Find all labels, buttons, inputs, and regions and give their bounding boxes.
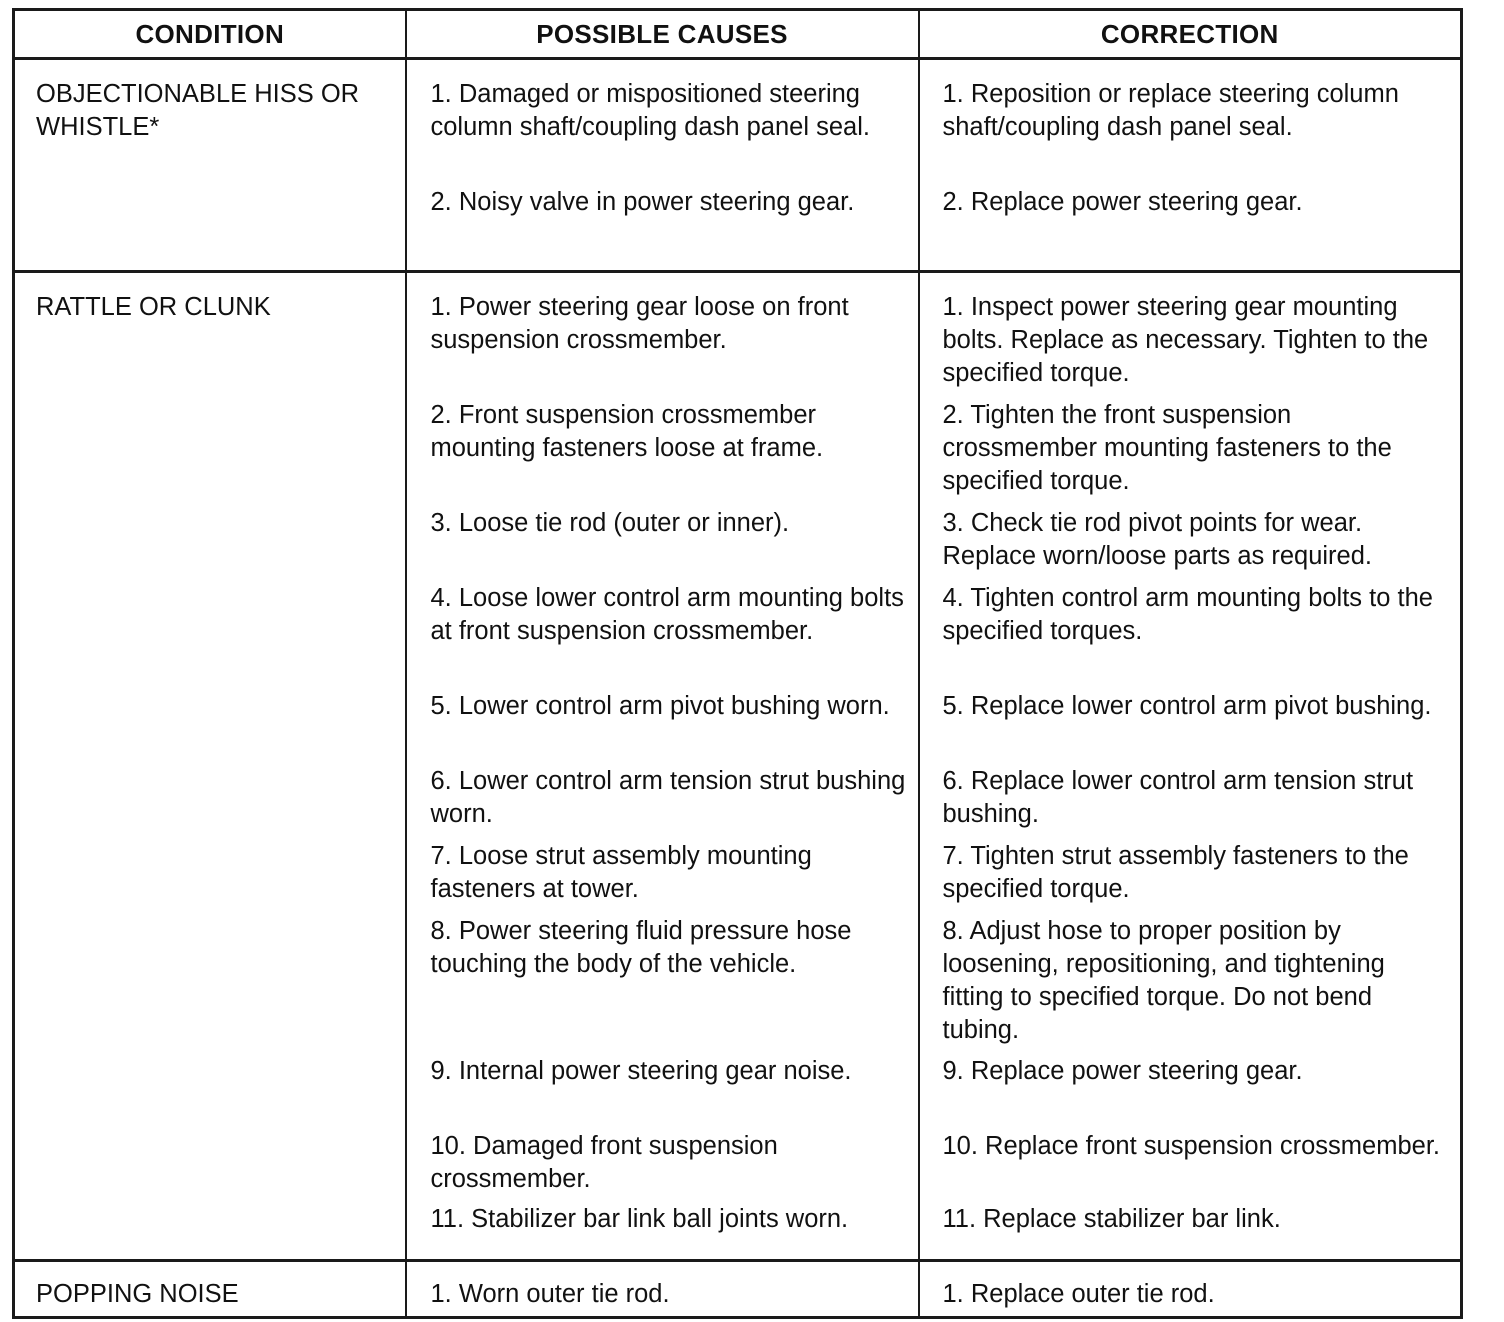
section-row-hiss (14, 59, 1462, 272)
correction-item: 2. Tighten the front suspension crossmember mounting fasteners to the specified torque. (942, 401, 1392, 495)
condition-cell (14, 1261, 406, 1318)
cause-item: 1. Damaged or mispositioned steering column shaft/coupling dash panel seal. (430, 80, 870, 141)
correction-item: 11. Replace stabilizer bar link. (942, 1205, 1281, 1233)
section-row-popping (14, 1261, 1462, 1318)
cause-item: 8. Power steering fluid pressure hose touching the body of the vehicle. (430, 917, 852, 978)
cause-item: 4. Loose lower control arm mounting bolts at front suspension crossmember. (430, 584, 904, 645)
causes-cell (406, 272, 919, 1261)
correction-item: 4. Tighten control arm mounting bolts to the specified torques. (942, 584, 1433, 645)
header-row (14, 10, 1462, 59)
condition-cell (14, 59, 406, 272)
condition-cell (14, 272, 406, 1261)
cause-item: 1. Worn outer tie rod. (430, 1280, 670, 1308)
cause-item: 10. Damaged front suspension crossmember. (430, 1132, 778, 1193)
causes-cell (406, 59, 919, 272)
correction-item: 10. Replace front suspension crossmember. (942, 1132, 1440, 1160)
cause-item: 6. Lower control arm tension strut bushing worn. (430, 767, 906, 828)
cause-item: 7. Loose strut assembly mounting fasteners at tower. (430, 842, 812, 903)
cause-item: 3. Loose tie rod (outer or inner). (430, 509, 790, 537)
section-row-rattle (14, 272, 1462, 1261)
corrections-cell (919, 1261, 1462, 1318)
correction-item: 9. Replace power steering gear. (942, 1057, 1303, 1085)
correction-item: 1. Reposition or replace steering column shaft/coupling dash panel seal. (942, 80, 1399, 141)
correction-item: 1. Replace outer tie rod. (942, 1280, 1215, 1308)
cause-item: 11. Stabilizer bar link ball joints worn. (430, 1205, 849, 1233)
condition-label: POPPING NOISE (36, 1280, 239, 1308)
correction-item: 6. Replace lower control arm tension strut bushing. (942, 767, 1414, 828)
correction-item: 3. Check tie rod pivot points for wear. Replace worn/loose parts as required. (942, 509, 1372, 570)
correction-item: 7. Tighten strut assembly fasteners to the specified torque. (942, 842, 1409, 903)
cause-item: 9. Internal power steering gear noise. (430, 1057, 852, 1085)
condition-label: OBJECTIONABLE HISS OR WHISTLE* (36, 80, 360, 141)
cause-item: 1. Power steering gear loose on front suspension crossmember. (430, 293, 849, 354)
corrections-cell (919, 59, 1462, 272)
correction-item: 5. Replace lower control arm pivot bushing. (942, 692, 1432, 720)
cause-item: 2. Front suspension crossmember mounting fasteners loose at frame. (430, 401, 824, 462)
cause-item: 2. Noisy valve in power steering gear. (430, 188, 855, 216)
correction-item: 8. Adjust hose to proper position by loosening, repositioning, and tightening fitting to specified torque. Do not bend tubing. (942, 917, 1385, 1044)
causes-cell (406, 1261, 919, 1318)
diagnosis-table (12, 8, 1463, 1319)
correction-item: 1. Inspect power steering gear mounting bolts. Replace as necessary. Tighten to the specified torque. (942, 293, 1429, 387)
correction-item: 2. Replace power steering gear. (942, 188, 1303, 216)
header-possible-causes: POSSIBLE CAUSES (406, 10, 919, 59)
header-correction: CORRECTION (919, 10, 1462, 59)
cause-item: 5. Lower control arm pivot bushing worn. (430, 692, 890, 720)
condition-label: RATTLE OR CLUNK (36, 293, 271, 321)
header-condition: CONDITION (14, 10, 406, 59)
corrections-cell (919, 272, 1462, 1261)
